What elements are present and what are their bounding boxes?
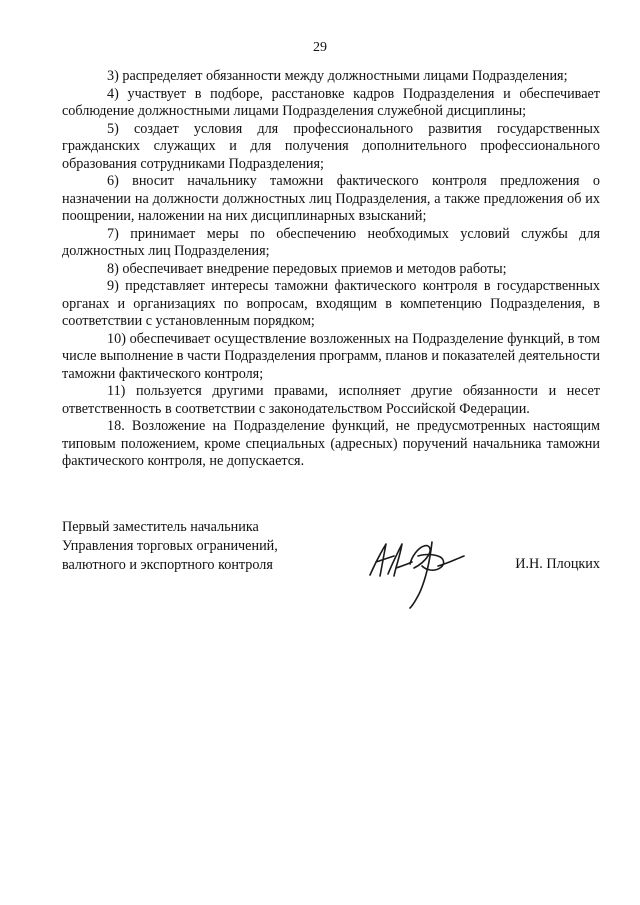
paragraph-item-7: 7) принимает меры по обеспечению необходимых условий службы для должностных лиц Подразделения; <box>62 225 600 259</box>
paragraph-item-3: 3) распределяет обязанности между должностными лицами Подразделения; <box>107 68 568 84</box>
handwritten-signature <box>360 520 480 610</box>
signatory-name: И.Н. Плоцких <box>515 556 600 572</box>
paragraph-item-4: 4) участвует в подборе, расстановке кадров Подразделения и обеспечивает соблюдение должностными лицами Подразделения служебной дисциплины; <box>62 85 600 119</box>
document-body <box>62 68 600 471</box>
signatory-title <box>62 518 278 575</box>
paragraph-item-8: 8) обеспечивает внедрение передовых приемов и методов работы; <box>107 260 507 277</box>
signatory-title-line-3: валютного и экспортного контроля <box>62 557 273 573</box>
page-number: 29 <box>313 40 327 55</box>
paragraph-item-9: 9) представляет интересы таможни фактического контроля в государственных органах и организациях по вопросам, входящим в компетенцию Подразделения, в соответствии с установленным порядком; <box>62 278 600 329</box>
signatory-title-line-2: Управления торговых ограничений, <box>62 538 278 554</box>
paragraph-item-10: 10) обеспечивает осуществление возложенных на Подразделение функций, в том числе выполнение в части Подразделения программ, планов и показателей деятельности таможни фактического контроля; <box>62 330 600 382</box>
paragraph-item-5: 5) создает условия для профессионального развития государственных гражданских служащих и для получения дополнительного профессионального образования сотрудниками Подразделения; <box>62 120 600 172</box>
paragraph-item-11: 11) пользуется другими правами, исполняет другие обязанности и несет ответственность в соответствии с законодательством Российской Федерации. <box>62 383 600 417</box>
signature-block <box>62 518 600 618</box>
paragraph-section-18: 18. Возложение на Подразделение функций, не предусмотренных настоящим типовым положением, кроме специальных (адресных) поручений начальника таможни фактического контроля, не допускается. <box>62 418 600 469</box>
signatory-title-line-1: Первый заместитель начальника <box>62 519 259 535</box>
paragraph-item-6: 6) вносит начальнику таможни фактического контроля предложения о назначении на должности должностных лиц Подразделения, а также предложения об их поощрении, наложении на них дисциплинарных взысканий; <box>62 173 600 224</box>
